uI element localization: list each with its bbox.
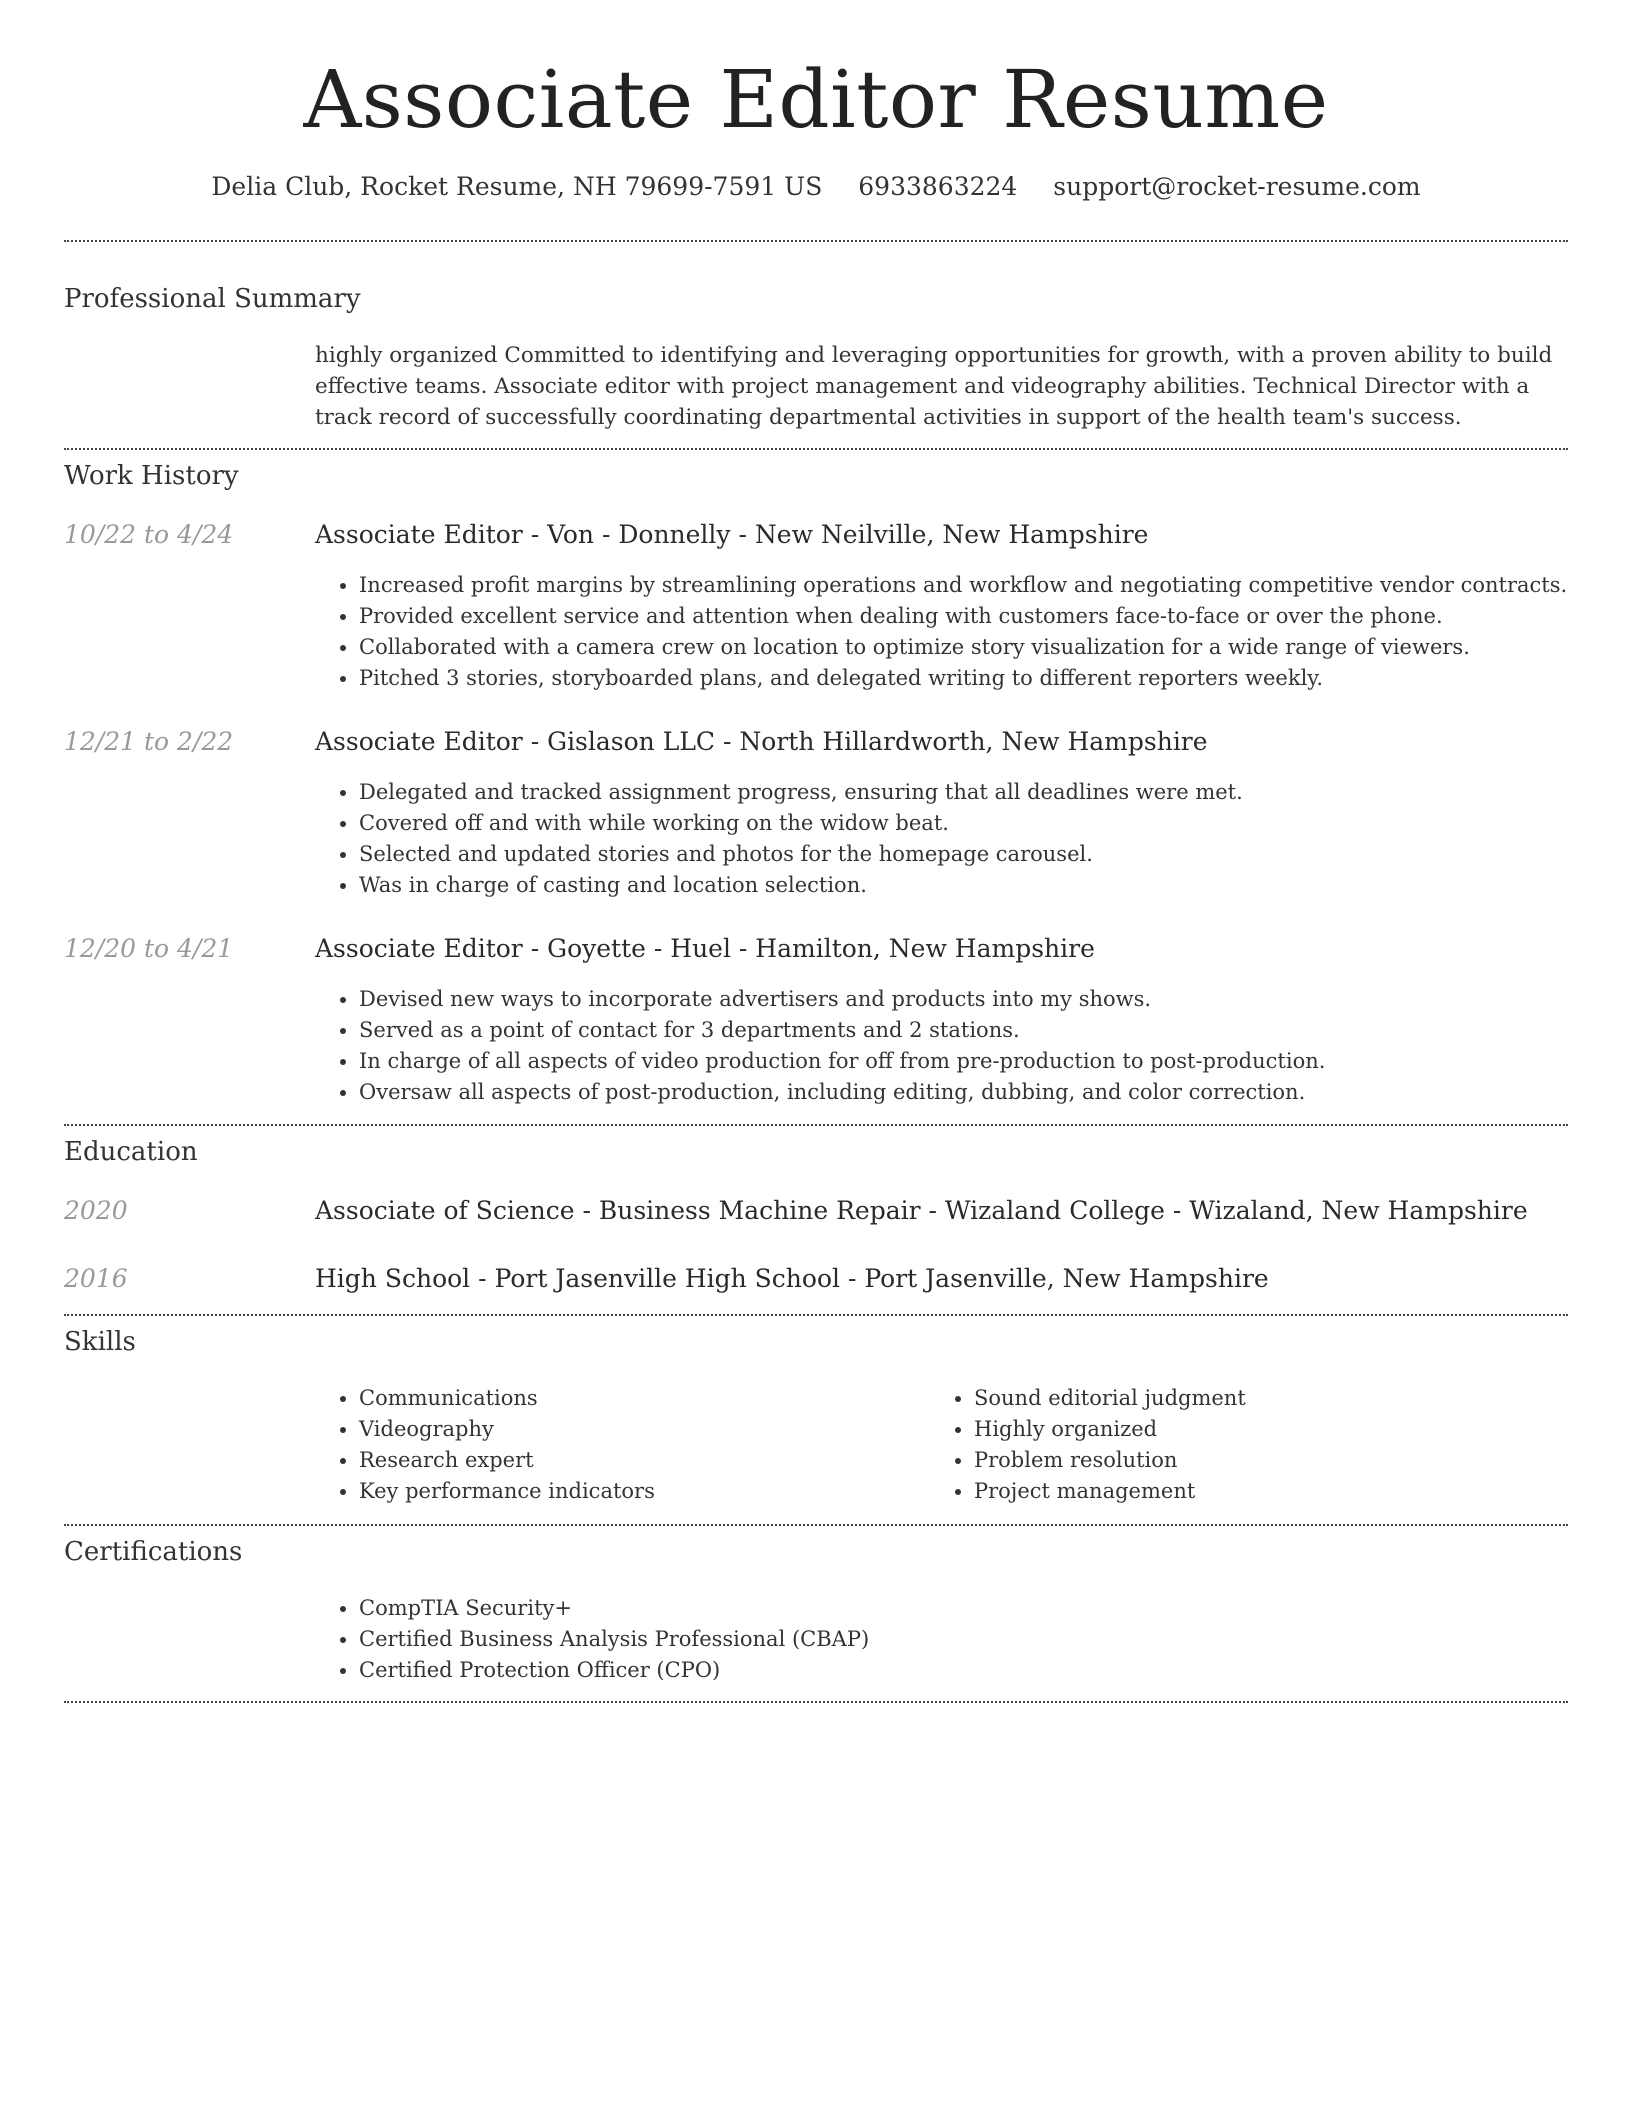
education-entry: High School - Port Jasenville High School - Port Jasenville, New Hampshire	[315, 1264, 1269, 1293]
contact-address: Delia Club, Rocket Resume, NH 79699-7591 US	[211, 172, 823, 201]
job-dates: 10/22 to 4/24	[64, 520, 234, 549]
list-item: • Videography	[359, 1414, 655, 1445]
summary-text: highly organized Committed to identifying and leveraging opportunities for growth, with a proven ability to build effective teams. Associate editor with project management and videography abilities. Technical Director with a track record of successfully coordinating departmental activities in support of the health team's success.	[315, 343, 1553, 430]
list-item: • Selected and updated stories and photos for the homepage carousel.	[359, 839, 1243, 870]
list-item: • Certified Protection Officer (CPO)	[359, 1655, 869, 1686]
job-bullets	[315, 984, 1325, 1108]
section-divider	[64, 1124, 1568, 1126]
section-divider	[64, 240, 1568, 242]
skills-list-left	[315, 1383, 655, 1507]
job-dates: 12/21 to 2/22	[64, 727, 234, 756]
list-item: • Covered off and with while working on the widow beat.	[359, 808, 1243, 839]
section-title-summary: Professional Summary	[64, 284, 361, 314]
section-divider	[64, 1314, 1568, 1316]
list-item: • Highly organized	[974, 1414, 1246, 1445]
section-title-certifications: Certifications	[64, 1537, 243, 1567]
list-item: • Communications	[359, 1383, 655, 1414]
skills-list-right	[930, 1383, 1246, 1507]
list-item: • Was in charge of casting and location selection.	[359, 870, 1243, 901]
list-item: • Oversaw all aspects of post-production, including editing, dubbing, and color correction.	[359, 1077, 1325, 1108]
contact-email: support@rocket-resume.com	[1053, 172, 1421, 201]
section-divider	[64, 1701, 1568, 1703]
list-item: • Delegated and tracked assignment progress, ensuring that all deadlines were met.	[359, 777, 1243, 808]
section-divider	[64, 448, 1568, 450]
education-year: 2016	[64, 1264, 128, 1293]
section-title-skills: Skills	[64, 1327, 136, 1357]
job-title: Associate Editor - Goyette - Huel - Hamilton, New Hampshire	[315, 934, 1095, 963]
list-item: • Increased profit margins by streamlining operations and workflow and negotiating competitive vendor contracts.	[359, 570, 1567, 601]
resume-title: Associate Editor Resume	[303, 53, 1329, 146]
certifications-list	[315, 1593, 869, 1686]
contact-line	[0, 172, 1632, 201]
list-item: • Devised new ways to incorporate advertisers and products into my shows.	[359, 984, 1325, 1015]
job-title: Associate Editor - Gislason LLC - North Hillardworth, New Hampshire	[315, 727, 1208, 756]
education-entry: Associate of Science - Business Machine Repair - Wizaland College - Wizaland, New Hampshire	[315, 1196, 1528, 1225]
job-dates: 12/20 to 4/21	[64, 934, 234, 963]
job-title: Associate Editor - Von - Donnelly - New Neilville, New Hampshire	[315, 520, 1149, 549]
list-item: • In charge of all aspects of video production for off from pre-production to post-production.	[359, 1046, 1325, 1077]
list-item: • Project management	[974, 1476, 1246, 1507]
list-item: • Served as a point of contact for 3 departments and 2 stations.	[359, 1015, 1325, 1046]
resume-header	[0, 0, 1632, 201]
section-title-education: Education	[64, 1137, 198, 1167]
job-bullets	[315, 777, 1243, 901]
section-divider	[64, 1524, 1568, 1526]
list-item: • Provided excellent service and attention when dealing with customers face-to-face or over the phone.	[359, 601, 1567, 632]
list-item: • Sound editorial judgment	[974, 1383, 1246, 1414]
list-item: • Certified Business Analysis Professional (CBAP)	[359, 1624, 869, 1655]
list-item: • Pitched 3 stories, storyboarded plans, and delegated writing to different reporters weekly.	[359, 663, 1567, 694]
list-item: • Collaborated with a camera crew on location to optimize story visualization for a wide range of viewers.	[359, 632, 1567, 663]
list-item: • CompTIA Security+	[359, 1593, 869, 1624]
list-item: • Research expert	[359, 1445, 655, 1476]
job-bullets	[315, 570, 1567, 694]
education-year: 2020	[64, 1196, 128, 1225]
contact-phone: 6933863224	[858, 172, 1018, 201]
list-item: • Key performance indicators	[359, 1476, 655, 1507]
list-item: • Problem resolution	[974, 1445, 1246, 1476]
section-title-work: Work History	[64, 461, 239, 491]
